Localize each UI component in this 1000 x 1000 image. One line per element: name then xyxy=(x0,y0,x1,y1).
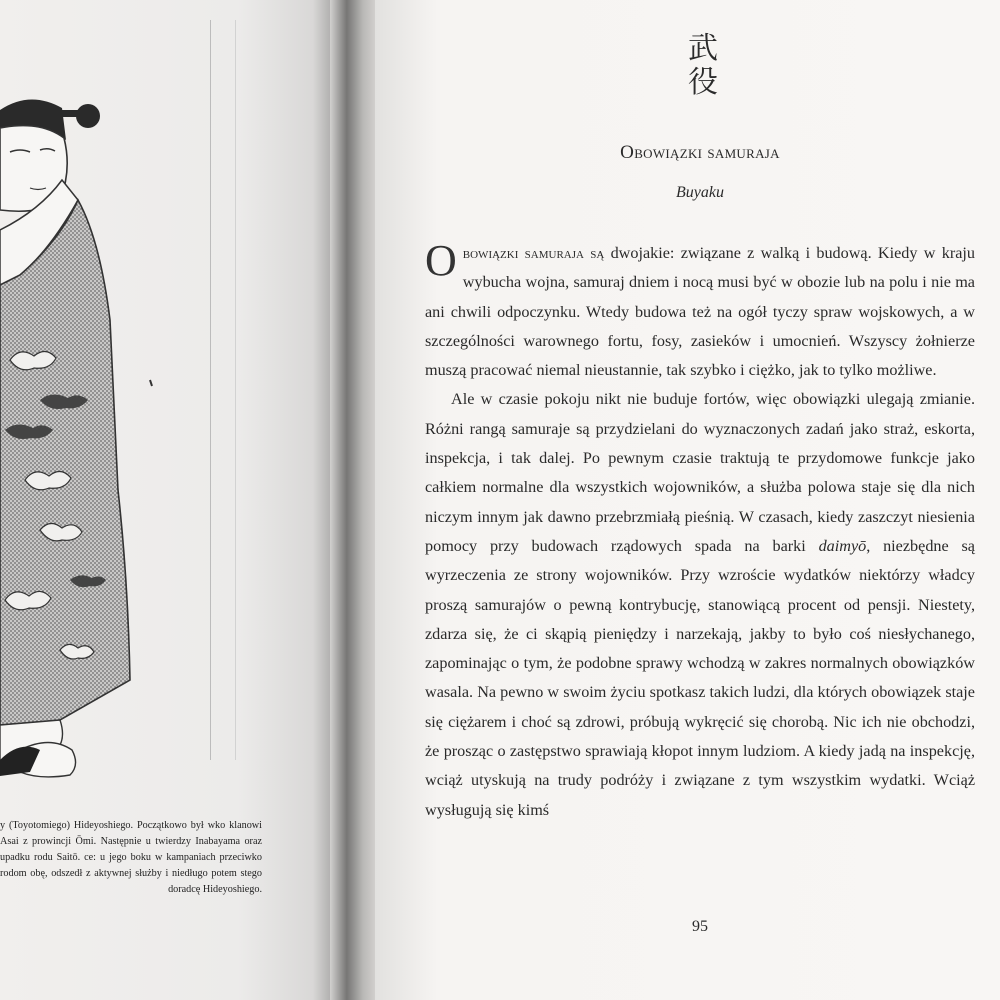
paragraph-text: dwojakie: związane z walką i budową. Kiedy w kraju wybucha wojna, samuraj dniem i nocą musi być w obozie lub na polu i nie ma ani chwili odpoczynku. Wtedy budowa też na ogół tyczy spraw wojskowych, a w szczególności warownego fortu, fosy, zasieków i umocnień. Wszyscy żołnierze muszą pracować niemal nieustannie, tak szybko i ciężko, jak to tylko możliwe. xyxy=(425,244,975,380)
chapter-subtitle: Buyaku xyxy=(676,184,724,201)
italic-term: daimyō xyxy=(818,536,867,555)
kanji-character: 役 xyxy=(688,65,718,100)
illustration-frame-line xyxy=(210,20,211,760)
chapter-title: Obowiązki samuraja xyxy=(620,142,780,163)
paragraph-text: Ale w czasie pokoju nikt nie buduje fortów, więc obowiązki ulegają zmianie. Różni rangą samuraje są przydzielani do wyznaczonych zadań jako straż, eskorta, inspekcja, i tak dalej. Po pewnym czasie traktują te przydomowe funkcje jako całkiem normalne dla wszystkich wojowników, a służba polowa staje się dla nich niczym innym jak dawno przebrzmiałą pieśnią. W czasach, kiedy zaszczyt niesienia pomocy przy budowach rządowych spada na barki xyxy=(425,390,975,555)
paragraph-text: , niezbędne są wyrzeczenia ze strony wojowników. Przy wzroście wydatków niektórzy władcy proszą samurajów o pewną kontrybucję, stanowiącą procent od pensji. Niestety, zdarza się, że ci skąpią pieniędzy i narzekają, jakby to było coś niesłychanego, zapominając o tym, że podobne sprawy wchodzą w zakres normalnych obowiązków wasala. Na pewno w swoim życiu spotkasz takich ludzi, dla których obowiązek staje się ciężarem i choć są zdrowi, próbują wykręcić się chorobą. Nic ich nie obchodzi, że prosząc o zastępstwo sprawiają kłopot innym ludziom. A kiedy jadą na inspekcję, wciąż utyskują na trudy podróży i związane z tym wszystkim wydatki. Wciąż wysługują się kimś xyxy=(425,536,975,819)
drop-cap: O xyxy=(425,236,457,285)
samurai-illustration xyxy=(0,60,210,780)
body-text xyxy=(425,236,975,825)
illustration-frame-line-outer xyxy=(235,20,236,760)
illustration-caption: y (Toyotomiego) Hideyoshiego. Początkowo był wko klanowi Asai z prowincji Ōmi. Następnie u twierdzy Inabayama oraz upadku rodu Saitō. ce: u jego boku w kampaniach przeciwko rodom obę, odszedł z aktywnej służby i niedługo potem stego doradcę Hideyoshiego. xyxy=(0,820,262,895)
chapter-kanji xyxy=(683,32,723,100)
smallcaps-lead: bowiązki samuraja są xyxy=(462,244,605,262)
left-page xyxy=(0,0,340,1000)
page-number: 95 xyxy=(692,918,708,935)
paragraph xyxy=(425,236,975,385)
kanji-character: 武 xyxy=(688,31,718,66)
paragraph xyxy=(425,385,975,824)
